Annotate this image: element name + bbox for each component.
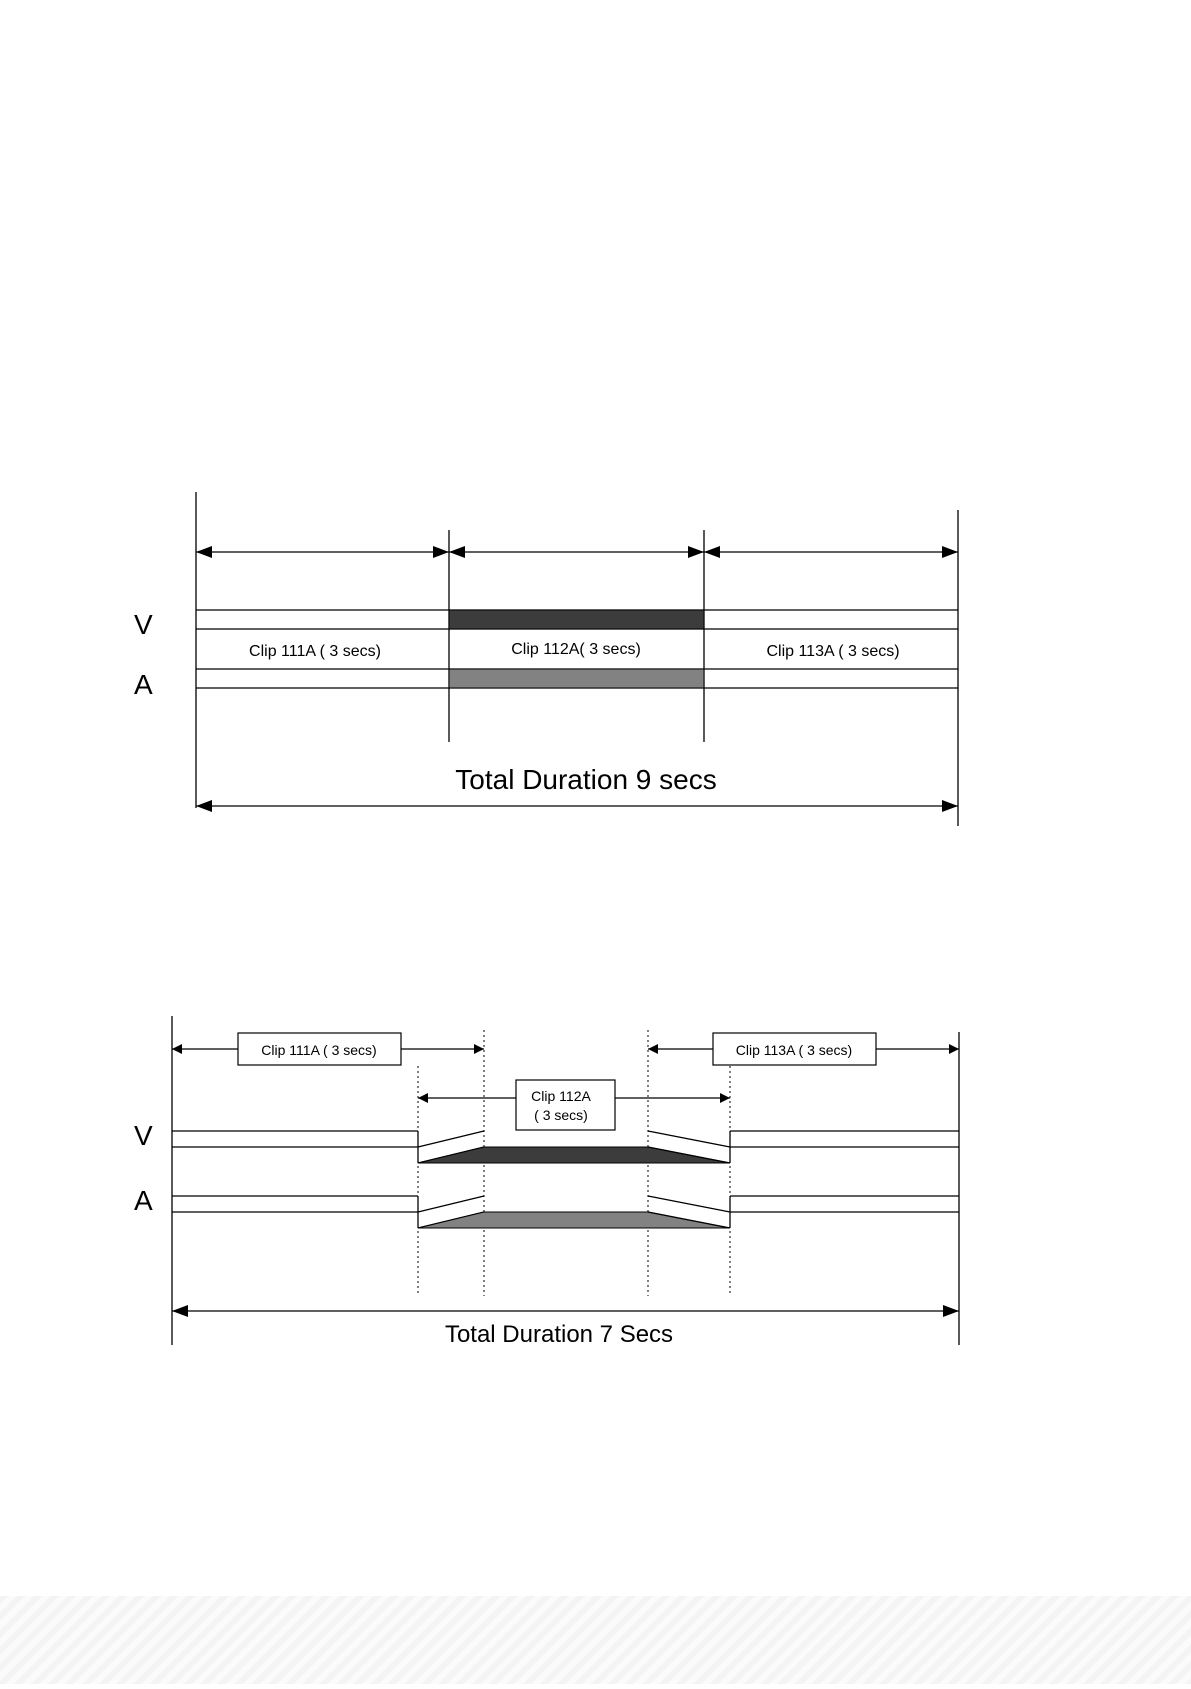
video-track-label: V	[134, 1120, 153, 1151]
video-track	[172, 1131, 959, 1163]
timeline-diagram-9-secs	[134, 492, 958, 826]
clip2-label-line2: ( 3 secs)	[534, 1107, 588, 1123]
clip2-label: Clip 112A( 3 secs)	[511, 641, 641, 658]
audio-track	[172, 1196, 959, 1228]
audio-clip3-fade-in	[648, 1196, 730, 1212]
total-duration-label: Total Duration 9 secs	[455, 764, 717, 795]
clip2-audio-bar	[449, 669, 704, 688]
audio-track-label: A	[134, 1185, 153, 1216]
page-footer-band	[0, 1596, 1191, 1684]
clip3-label: Clip 113A ( 3 secs)	[766, 643, 900, 660]
clip2-video-bar	[449, 610, 704, 629]
audio-clip1-fade-out	[418, 1196, 484, 1212]
clip1-label: Clip 111A ( 3 secs)	[261, 1042, 377, 1058]
clip2-audio-bar	[418, 1212, 730, 1228]
clip1-label: Clip 111A ( 3 secs)	[249, 643, 381, 660]
clip3-label: Clip 113A ( 3 secs)	[735, 1042, 853, 1058]
video-clip3-fade-in	[648, 1131, 730, 1147]
video-track-label: V	[134, 609, 153, 640]
timeline-diagram-7-secs	[134, 1016, 959, 1348]
total-duration-label: Total Duration 7 Secs	[444, 1321, 674, 1348]
audio-track-label: A	[134, 669, 153, 700]
clip2-label-line1: Clip 112A	[531, 1088, 591, 1104]
clip2-video-bar	[418, 1147, 730, 1163]
video-clip1-fade-out	[418, 1131, 484, 1147]
